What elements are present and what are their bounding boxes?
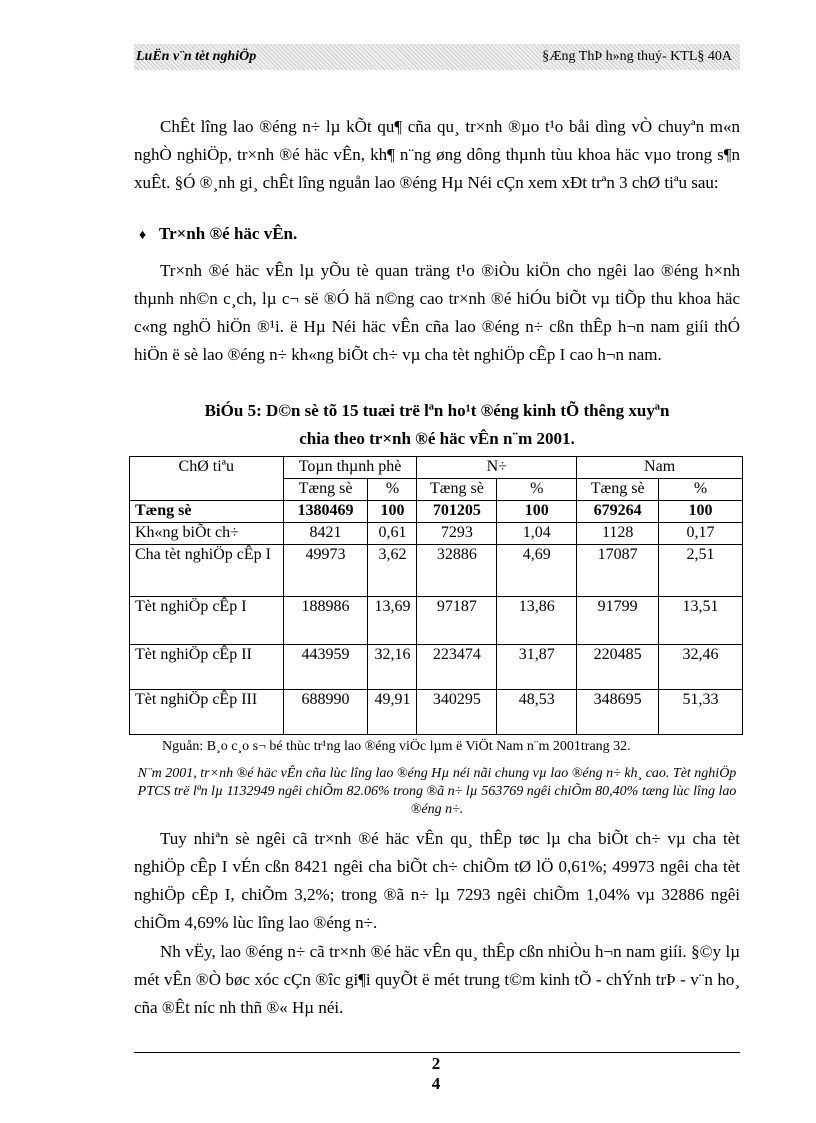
cell-value: 1128	[577, 523, 659, 545]
cell-value: 51,33	[659, 690, 743, 735]
subheader-total: Tæng sè	[417, 479, 497, 501]
column-header-city: Toµn thµnh phè	[283, 457, 417, 479]
page-number-bottom: 4	[431, 1074, 441, 1093]
cell-value: 49973	[283, 545, 368, 597]
cell-value: 2,51	[659, 545, 743, 597]
section-heading-education	[139, 224, 297, 244]
paragraph-quality: ChÊt lîng lao ®éng n÷ lµ kÕt qu¶ cña qu¸ tr×nh ®µo t¹o båi dìng vÒ chuyªn m«n nghÒ nghiÖp, tr×nh ®é häc vÊn, kh¶ n¨ng øng dông thµnh tùu khoa häc vµo trong s¶n xuÊt. §Ó ®¸nh gi¸ chÊt lîng nguån lao ®éng Hµ Néi cÇn xem xÐt trªn 3 chØ tiªu sau:	[134, 117, 740, 192]
column-header-female: N÷	[417, 457, 577, 479]
table-source: Nguån: B¸o c¸o s¬ bé thùc tr¹ng lao ®éng viÖc lµm ë ViÖt Nam n¨m 2001trang 32.	[162, 739, 631, 754]
cell-value: 4,69	[497, 545, 577, 597]
row-label: Tæng sè	[130, 501, 284, 523]
table-title-line2: chia theo tr×nh ®é häc vÊn n¨m 2001.	[299, 429, 575, 448]
cell-value: 32,16	[368, 645, 417, 690]
cell-value: 7293	[417, 523, 497, 545]
section-heading-text: Tr×nh ®é häc vÊn.	[159, 224, 298, 243]
diamond-bullet-icon: ♦	[139, 228, 147, 243]
footer-divider	[134, 1052, 740, 1053]
cell-value: 688990	[283, 690, 368, 735]
table-row	[130, 690, 743, 735]
column-header-male: Nam	[577, 457, 743, 479]
subheader-percent: %	[368, 479, 417, 501]
table-row	[130, 501, 743, 523]
cell-value: 48,53	[497, 690, 577, 735]
cell-value: 97187	[417, 597, 497, 645]
cell-value: 31,87	[497, 645, 577, 690]
paragraph-education-level: Tr×nh ®é häc vÊn lµ yÕu tè quan träng t¹o ®iÒu kiÖn cho ngêi lao ®éng h×nh thµnh nh©n c¸ch, lµ c¬ së ®Ó hä n©ng cao tr×nh ®é hiÓu biÕt vµ tiÕp thu khoa häc c«ng nghÖ hiÖn ®¹i. ë Hµ Néi häc vÊn cña lao ®éng n÷ cßn thÊp h¬n nam giíi thÓ hiÖn ë sè lao ®éng n÷ kh«ng biÕt ch÷ vµ cha tèt nghiÖp cÊp I cao h¬n nam.	[134, 261, 740, 364]
table-title-line1: BiÓu 5: D©n sè tõ 15 tuæi trë lªn ho¹t ®éng kinh tÕ thêng xuyªn	[204, 401, 670, 420]
page-number-top: 2	[431, 1054, 441, 1073]
cell-value: 8421	[283, 523, 368, 545]
cell-value: 49,91	[368, 690, 417, 735]
cell-value: 13,69	[368, 597, 417, 645]
cell-value: 701205	[417, 501, 497, 523]
row-label: Tèt nghiÖp cÊp II	[130, 645, 284, 690]
cell-value: 13,51	[659, 597, 743, 645]
table-title	[134, 397, 740, 453]
subheader-total: Tæng sè	[577, 479, 659, 501]
cell-value: 340295	[417, 690, 497, 735]
row-label: Kh«ng biÕt ch÷	[130, 523, 284, 545]
subheader-total: Tæng sè	[283, 479, 368, 501]
cell-value: 100	[368, 501, 417, 523]
cell-value: 32,46	[659, 645, 743, 690]
table-row	[130, 645, 743, 690]
table-note: N¨m 2001, tr×nh ®é häc vÊn cña lùc lîng lao ®éng Hµ néi nãi chung vµ lao ®éng n÷ kh¸ cao. Tèt nghiÖp PTCS trë lªn lµ 1132949 ngêi chiÕm 82.06% trong ®ã n÷ lµ 563769 ngêi chiÕm 80,40% tæng lùc lîng lao ®éng n÷.	[137, 766, 737, 817]
cell-value: 13,86	[497, 597, 577, 645]
table-row	[130, 597, 743, 645]
page-header	[134, 44, 740, 70]
row-label: Tèt nghiÖp cÊp I	[130, 597, 284, 645]
header-author: §Æng ThÞ h»ng thuý- KTL§ 40A	[542, 49, 732, 64]
row-label: Cha tèt nghiÖp cÊp I	[130, 545, 284, 597]
cell-value: 100	[659, 501, 743, 523]
paragraph-low-education: Tuy nhiªn sè ngêi cã tr×nh ®é häc vÊn qu¸ thÊp tøc lµ cha biÕt ch÷ vµ cha tèt nghiÖp cÊp I vÉn cßn 8421 ngêi cha biÕt ch÷ chiÕm tØ lÖ 0,61%; 49973 ngêi cha tèt nghiÖp cÊp I, chiÕm 3,2%; trong ®ã n÷ lµ 7293 ngêi chiÕm 1,04% vµ 32886 ngêi chiÕm 4,69% lùc lîng lao ®éng n÷.	[134, 829, 740, 932]
cell-value: 32886	[417, 545, 497, 597]
cell-value: 0,61	[368, 523, 417, 545]
cell-value: 3,62	[368, 545, 417, 597]
row-label: Tèt nghiÖp cÊp III	[130, 690, 284, 735]
subheader-percent: %	[497, 479, 577, 501]
table-header-row	[130, 457, 743, 479]
education-table	[129, 456, 743, 735]
table-row	[130, 545, 743, 597]
header-thesis-title: LuËn v¨n tèt nghiÖp	[136, 49, 257, 64]
cell-value: 91799	[577, 597, 659, 645]
cell-value: 679264	[577, 501, 659, 523]
cell-value: 1380469	[283, 501, 368, 523]
cell-value: 443959	[283, 645, 368, 690]
table-row	[130, 523, 743, 545]
cell-value: 1,04	[497, 523, 577, 545]
paragraph-conclusion: Nh vËy, lao ®éng n÷ cã tr×nh ®é häc vÊn qu¸ thÊp cßn nhiÒu h¬n nam giíi. §©y lµ mét vÊn ®Ò bøc xóc cÇn ®îc gi¶i quyÕt ë mét trung t©m kinh tÕ - chÝnh trÞ - v¨n ho¸ cña ®Êt níc nh thñ ®« Hµ néi.	[134, 942, 740, 1017]
column-header-indicator: ChØ tiªu	[130, 457, 284, 501]
cell-value: 17087	[577, 545, 659, 597]
cell-value: 0,17	[659, 523, 743, 545]
cell-value: 348695	[577, 690, 659, 735]
cell-value: 188986	[283, 597, 368, 645]
cell-value: 100	[497, 501, 577, 523]
subheader-percent: %	[659, 479, 743, 501]
cell-value: 223474	[417, 645, 497, 690]
cell-value: 220485	[577, 645, 659, 690]
